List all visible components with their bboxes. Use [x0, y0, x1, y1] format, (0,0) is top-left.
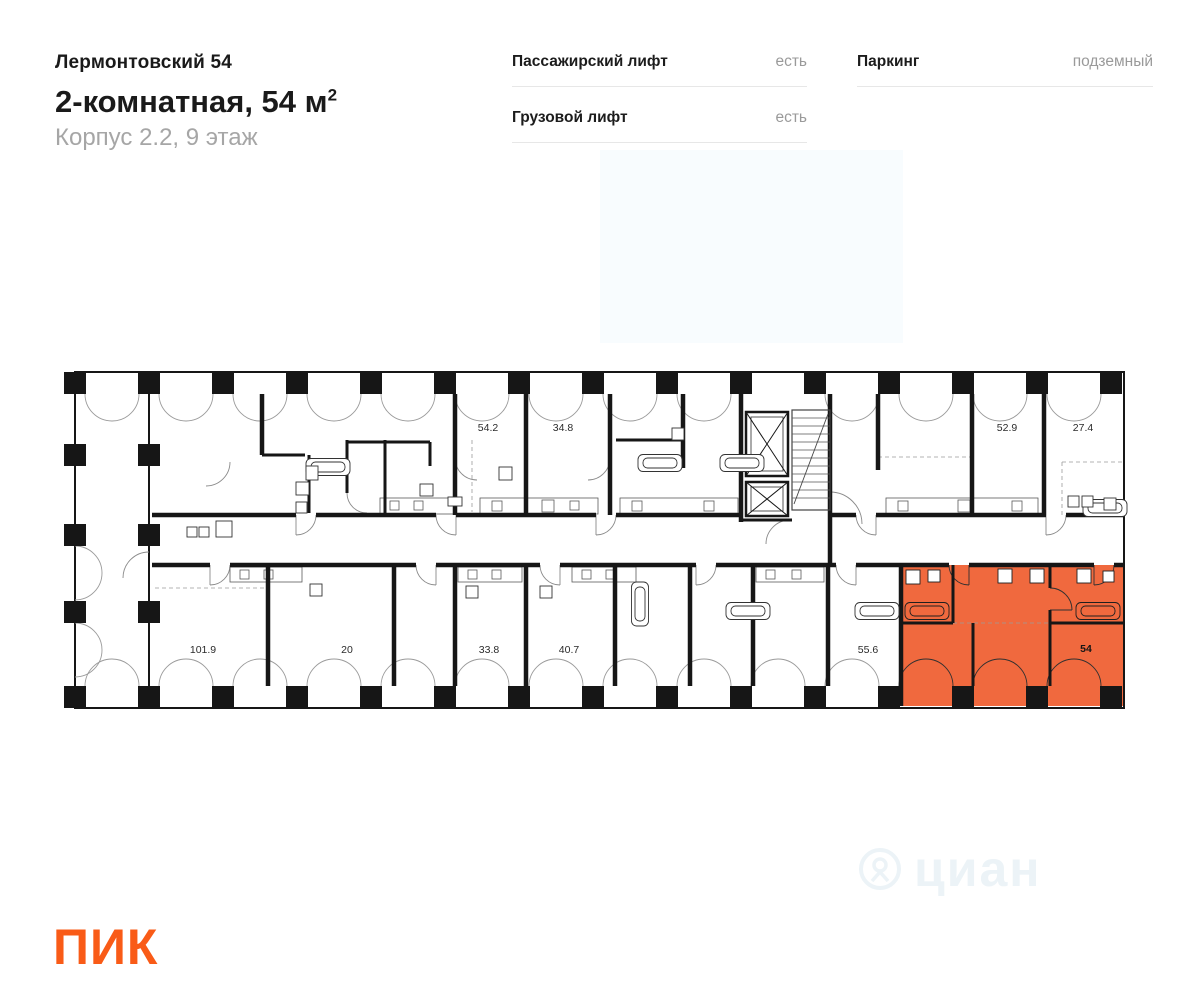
area-label-101-9: 101.9 [189, 644, 217, 656]
spec-label: Грузовой лифт [512, 109, 628, 126]
elevator-specs [512, 48, 807, 143]
cian-watermark-text: циан [914, 841, 1042, 897]
area-label-34-8: 34.8 [552, 422, 574, 434]
floor-plan [60, 355, 1140, 720]
area-label-52-9: 52.9 [996, 422, 1018, 434]
spec-value: есть [775, 53, 807, 70]
area-label-33-8: 33.8 [478, 644, 500, 656]
project-name: Лермонтовский 54 [55, 52, 233, 73]
cian-watermark [856, 840, 1041, 898]
area-label-27-4: 27.4 [1072, 422, 1094, 434]
spec-value: подземный [1072, 53, 1153, 70]
parking-specs [857, 48, 1153, 87]
page-title [55, 84, 337, 120]
cian-watermark-icon [856, 845, 904, 893]
page-title-text: 2-комнатная, 54 м [55, 84, 328, 119]
spec-label: Пассажирский лифт [512, 53, 668, 70]
area-label-20: 20 [341, 644, 353, 656]
area-label-55-6: 55.6 [857, 644, 879, 656]
spec-row-cargo-lift [512, 87, 807, 143]
page-title-sup: 2 [327, 85, 338, 105]
area-label-54-2: 54.2 [477, 422, 499, 434]
spec-value: есть [775, 109, 807, 126]
spec-row-parking [857, 48, 1153, 87]
pik-logo[interactable]: ПИК [53, 919, 159, 975]
area-label-54: 54 [1080, 643, 1092, 655]
watermark-tile [600, 150, 903, 343]
page-subtitle: Корпус 2.2, 9 этаж [55, 124, 258, 151]
spec-label: Паркинг [857, 53, 920, 70]
area-label-40-7: 40.7 [558, 644, 580, 656]
spec-row-passenger-lift [512, 48, 807, 87]
staircase [792, 410, 830, 510]
highlighted-apartment-54[interactable] [901, 565, 1124, 706]
